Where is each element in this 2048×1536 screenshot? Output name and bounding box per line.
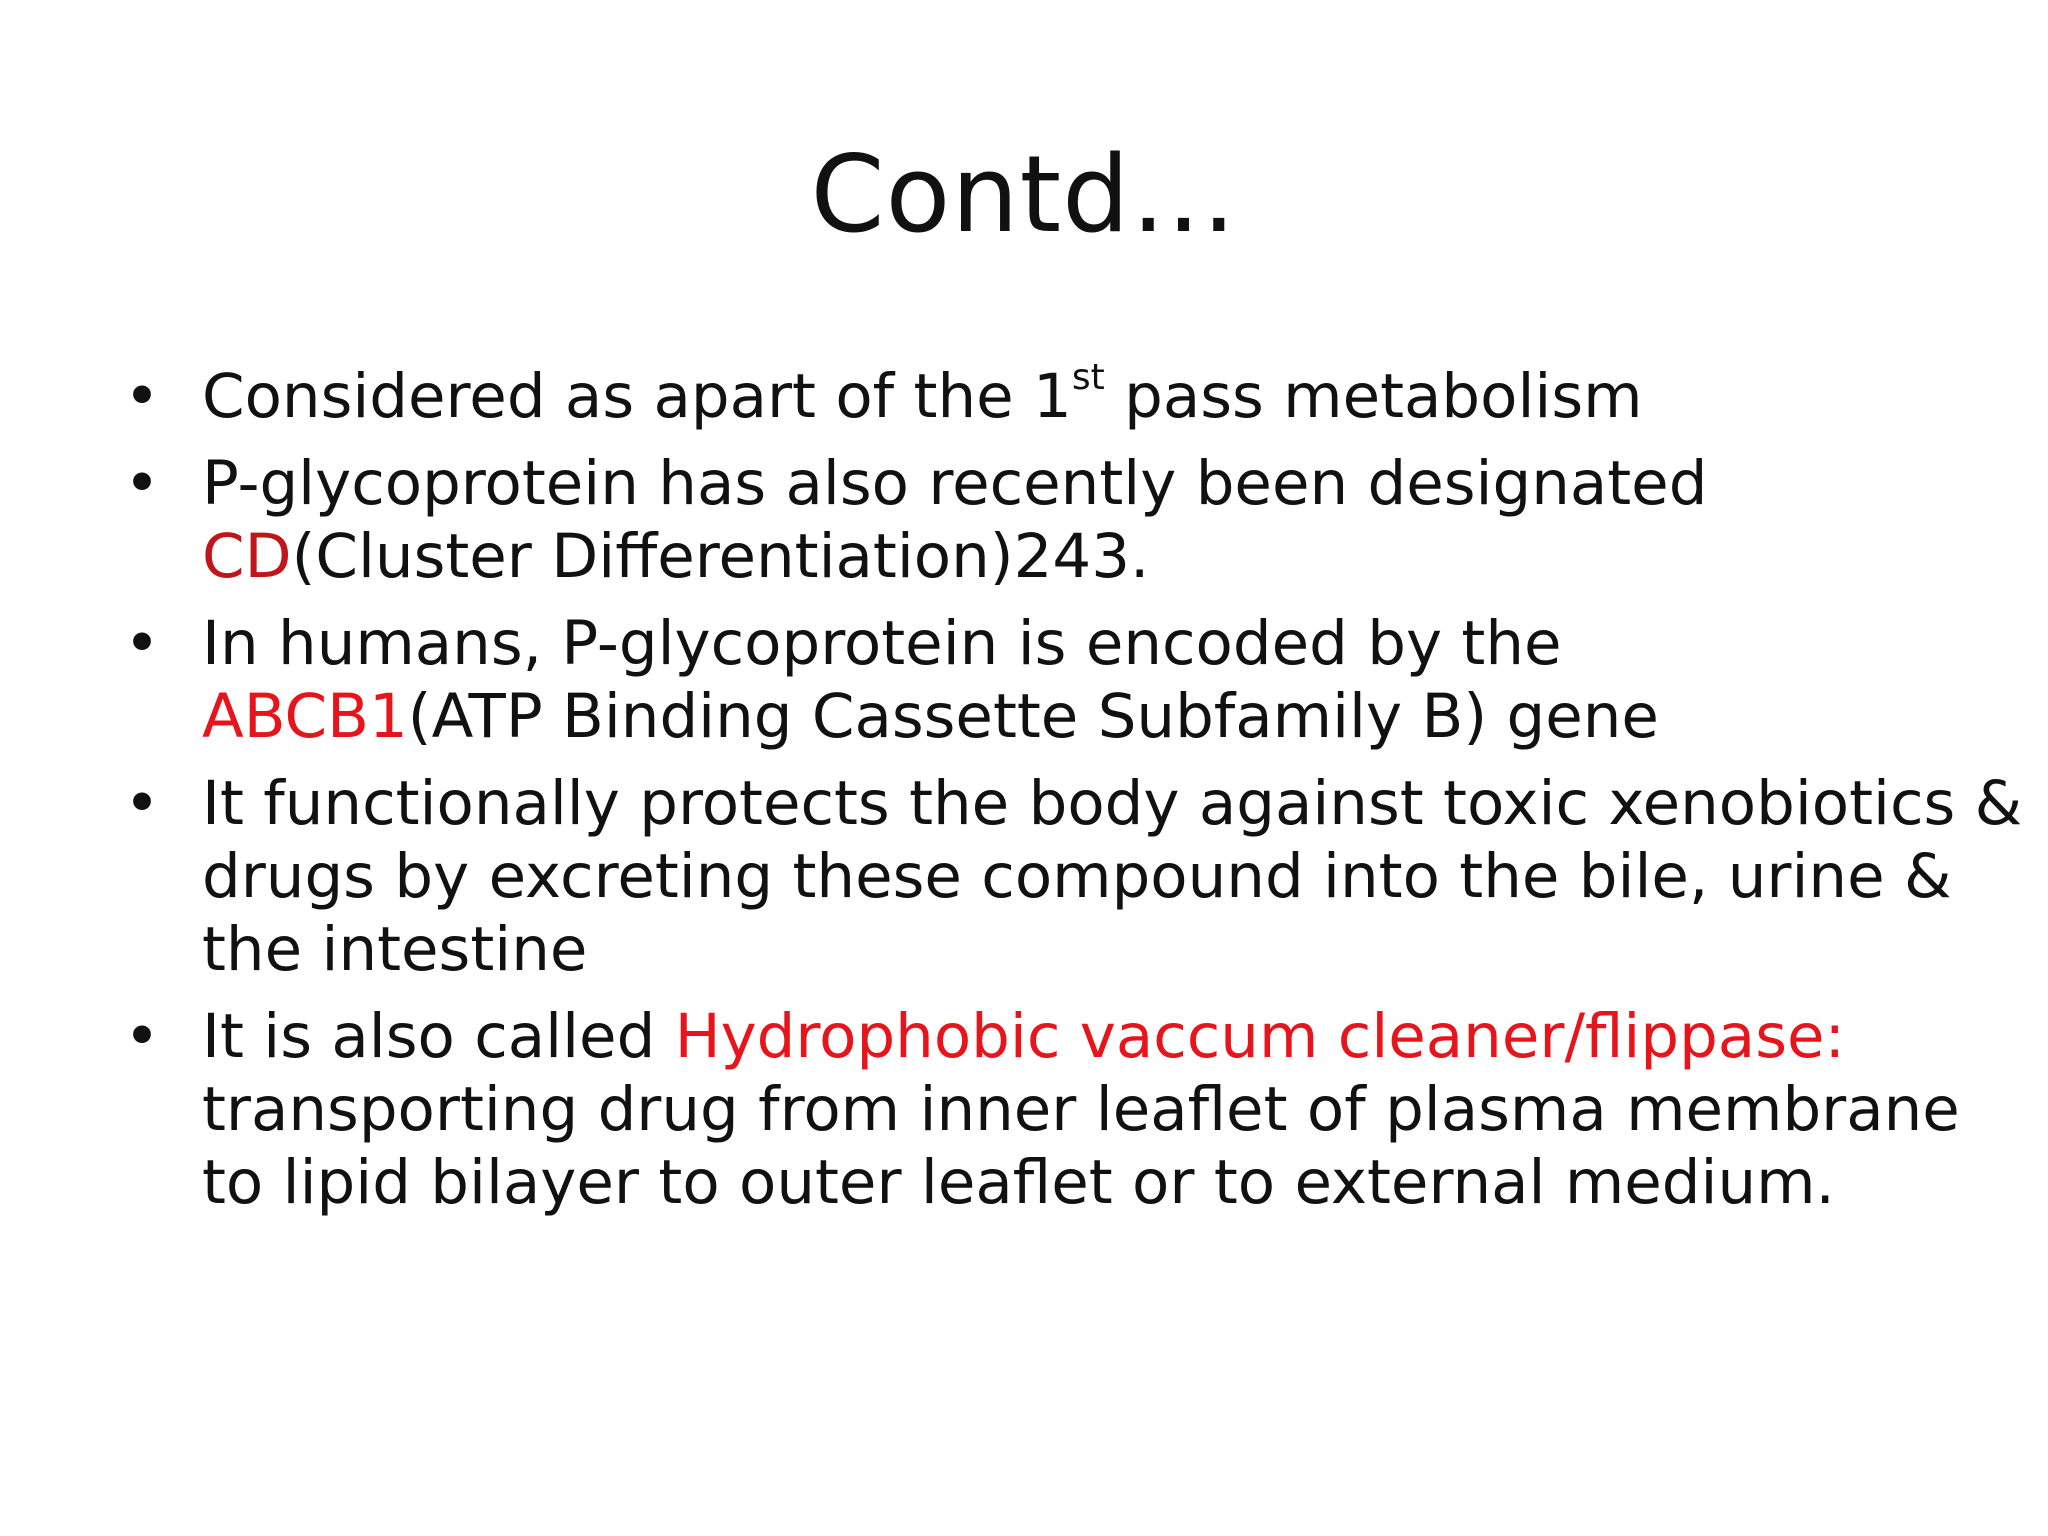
- highlight-term: Hydrophobic vaccum cleaner/flippase:: [674, 1001, 1846, 1072]
- highlight-term: ABCB1: [202, 681, 408, 752]
- bullet-item: [118, 767, 2048, 986]
- bullet-text: pass metabolism: [1104, 361, 1643, 432]
- bullet-text: (ATP Binding Cassette Subfamily B) gene: [407, 681, 1659, 752]
- slide-title: Contd…: [810, 133, 1238, 256]
- bullet-dot-icon: •: [124, 608, 160, 679]
- bullet-text: It functionally protects the body against toxic xenobiotics & drugs by excreting these compound into the bile, urine & the intestine: [202, 768, 2023, 985]
- bullet-dot-icon: •: [124, 768, 160, 839]
- bullet-dot-icon: •: [124, 448, 160, 519]
- bullet-text: Considered as apart of the 1: [202, 361, 1072, 432]
- superscript: st: [1071, 357, 1105, 398]
- bullet-dot-icon: •: [124, 1001, 160, 1072]
- bullet-text: (Cluster Differentiation)243.: [291, 521, 1150, 592]
- bullet-text: P-glycoprotein has also recently been designated: [202, 448, 1708, 519]
- highlight-term: CD: [202, 521, 292, 592]
- bullet-list: [118, 357, 2023, 1233]
- bullet-text: It is also called: [202, 1001, 675, 1072]
- bullet-text: transporting drug from inner leaflet of plasma membrane to lipid bilayer to outer leaflet or to external medium.: [202, 1074, 1960, 1218]
- bullet-dot-icon: •: [124, 361, 160, 432]
- bullet-item: [118, 447, 1842, 593]
- bullet-item: [118, 607, 1842, 753]
- bullet-item: [118, 357, 1802, 433]
- bullet-text: In humans, P-glycoprotein is encoded by the: [202, 608, 1562, 679]
- bullet-item: [118, 1000, 1962, 1219]
